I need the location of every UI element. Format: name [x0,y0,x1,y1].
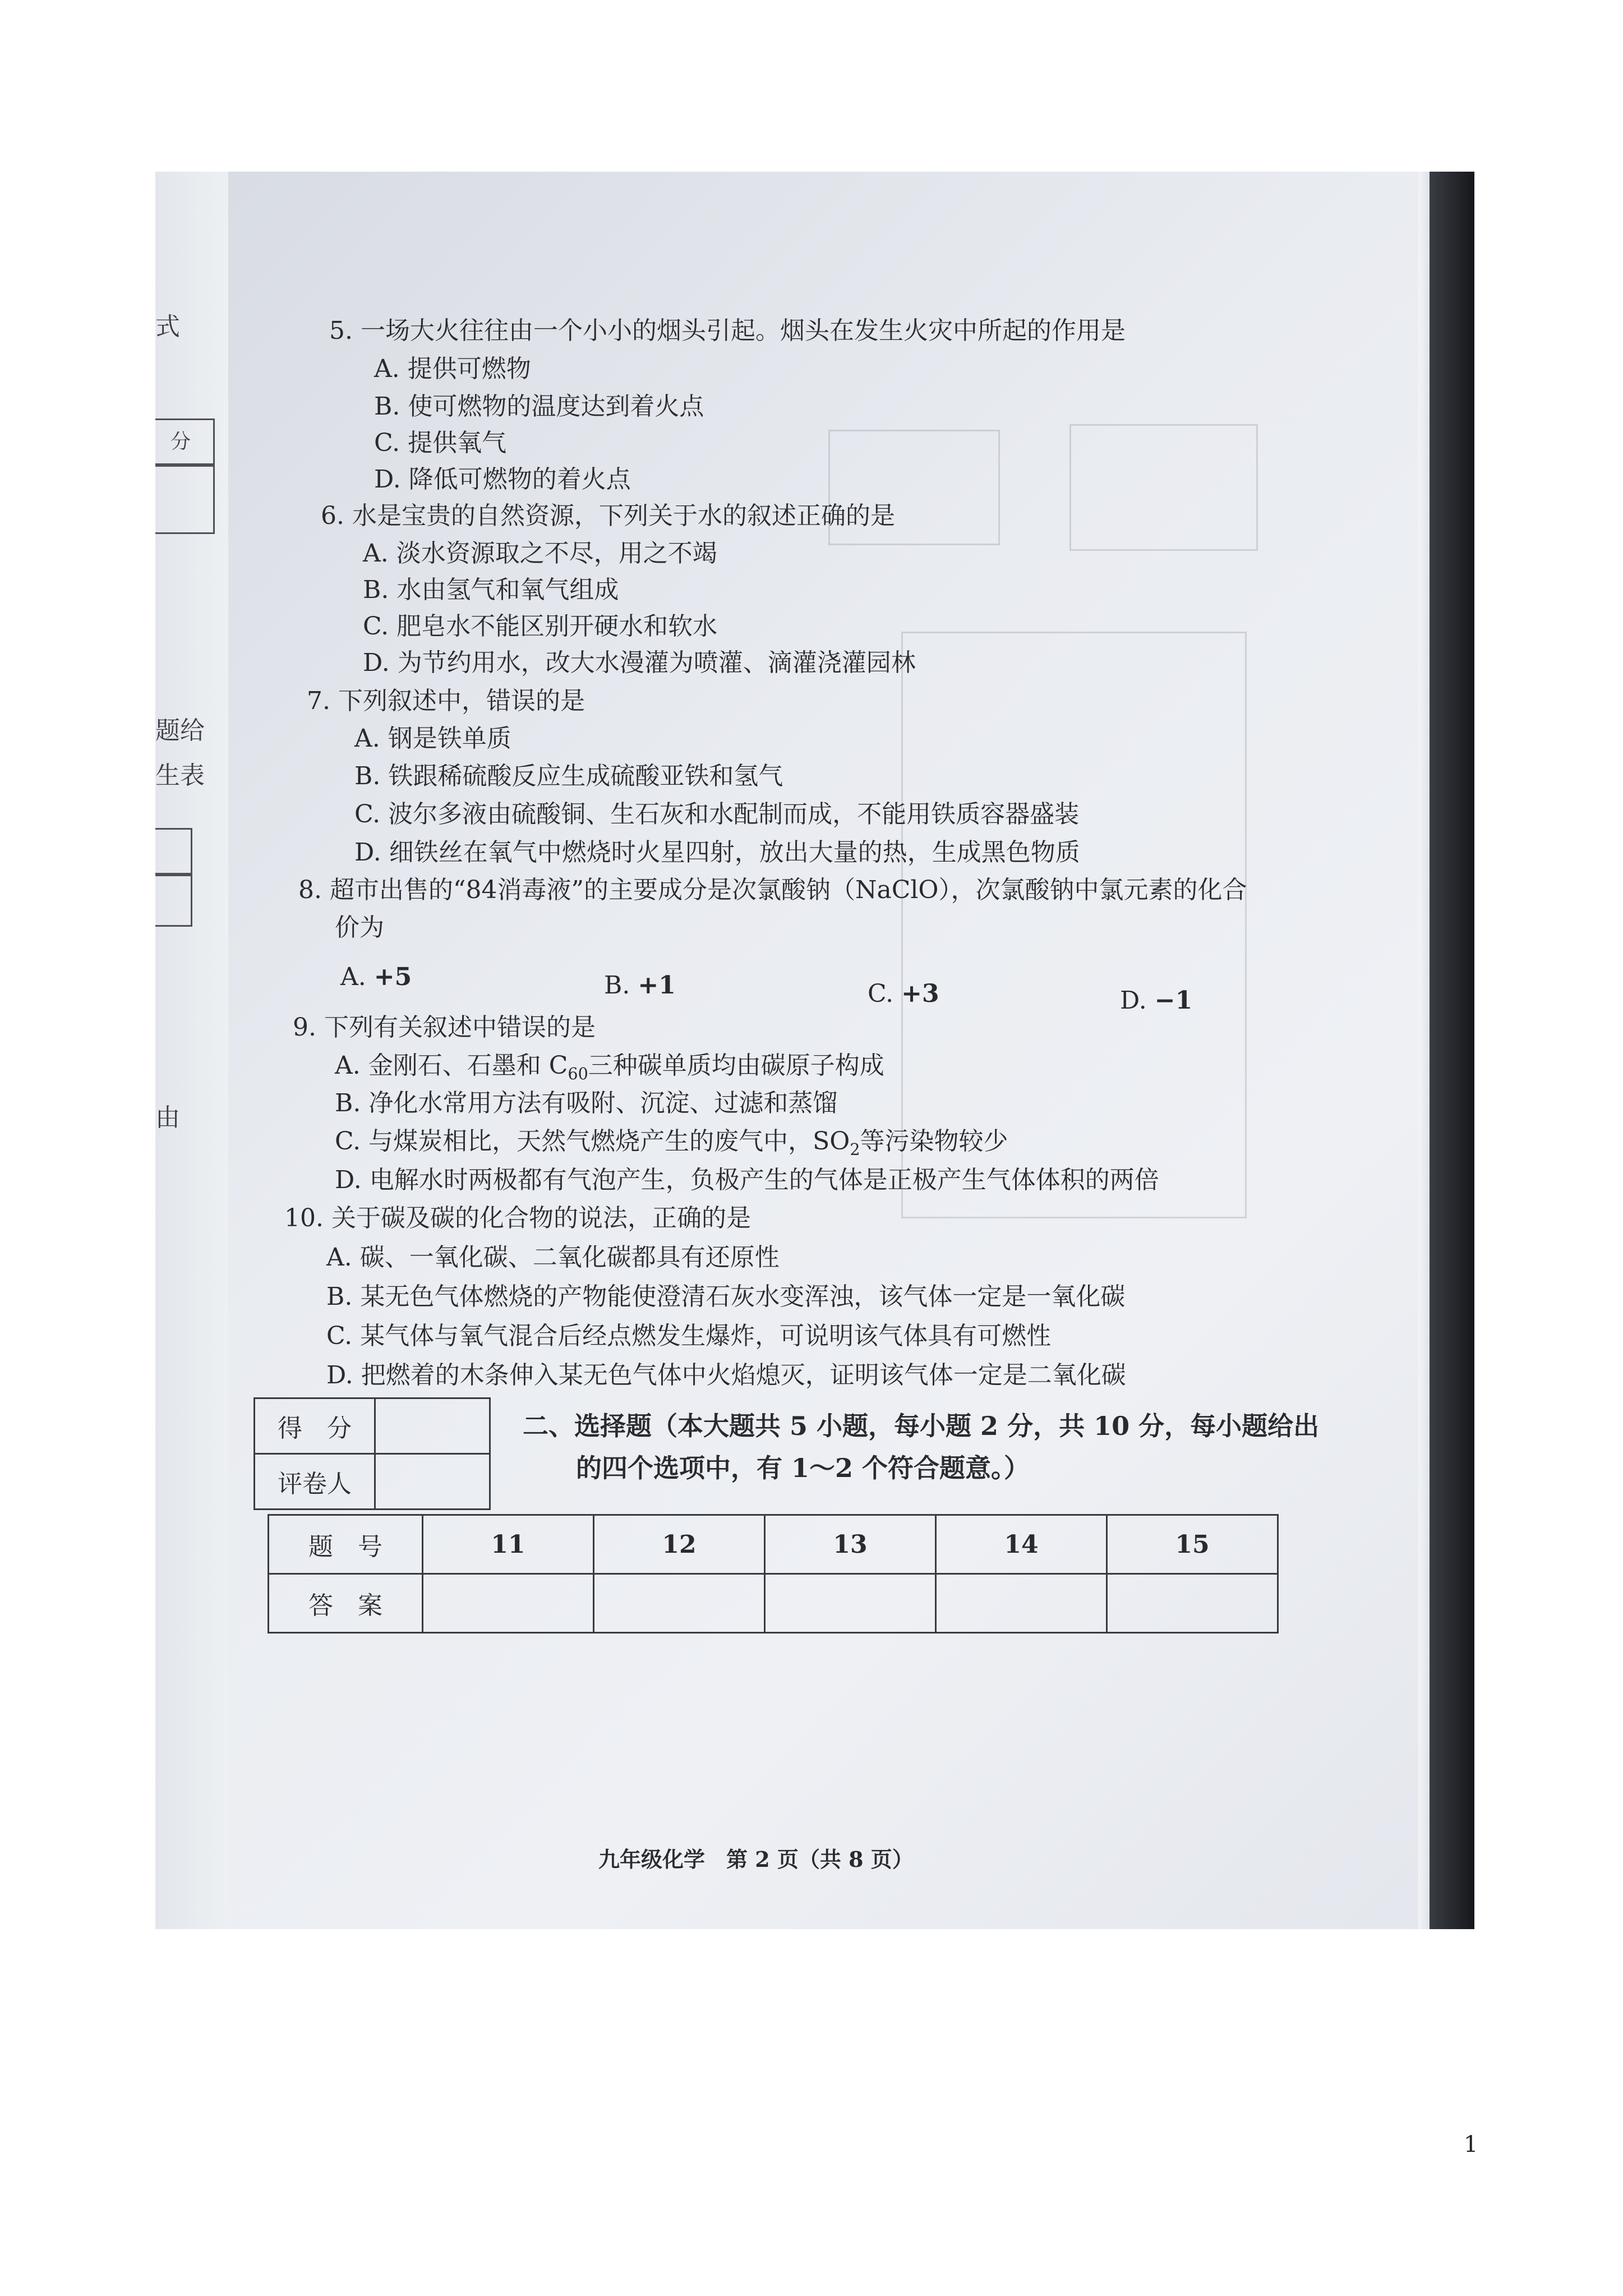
left-page-box [155,828,192,876]
option-9d: D. 电解水时两极都有气泡产生，负极产生的气体是正极产生气体体积的两倍 [335,1166,1159,1194]
question-6: 6. 水是宝贵的自然资源，下列关于水的叙述正确的是 [321,501,895,530]
option-5b: B. 使可燃物的温度达到着火点 [374,392,704,421]
question-5: 5. 一场大火往往由一个小小的烟头引起。烟头在发生火灾中所起的作用是 [329,316,1126,345]
table-row [269,1515,1278,1574]
option-10c: C. 某气体与氧气混合后经点燃发生爆炸，可说明该气体具有可燃性 [326,1322,1052,1350]
question-number-cell: 15 [1107,1515,1278,1574]
option-9b: B. 净化水常用方法有吸附、沉淀、过滤和蒸馏 [335,1089,838,1117]
left-page-edge [155,172,228,1929]
option-5d: D. 降低可燃物的着火点 [374,465,631,494]
answer-cell[interactable] [1107,1574,1278,1633]
option-6c: C. 肥皂水不能区别开硬水和软水 [363,612,718,641]
answer-cell[interactable] [936,1574,1107,1633]
score-box [253,1397,491,1510]
left-page-char: 生表 [155,761,205,790]
table-row [269,1574,1278,1633]
question-number-cell: 13 [765,1515,936,1574]
option-7a: A. 钢是铁单质 [354,724,511,753]
answer-label: 答 案 [269,1574,423,1633]
section-2-heading: 二、选择题（本大题共 5 小题，每小题 2 分，共 10 分，每小题给出 [523,1411,1320,1441]
option-7c: C. 波尔多液由硫酸铜、生石灰和水配制而成，不能用铁质容器盛装 [354,800,1080,829]
left-page-char: 式 [155,312,180,341]
option-7d: D. 细铁丝在氧气中燃烧时火星四射，放出大量的热，生成黑色物质 [354,838,1080,867]
question-8-cont: 价为 [335,913,384,942]
score-label: 得 分 [255,1398,375,1454]
show-through-diagram [1069,424,1258,551]
option-10d: D. 把燃着的木条伸入某无色气体中火焰熄灭，证明该气体一定是二氧化碳 [326,1361,1126,1389]
option-8c: C. +3 [868,979,939,1008]
left-page-char: 由 [155,1103,180,1132]
question-8: 8. 超市出售的“84消毒液”的主要成分是次氯酸钠（NaClO），次氯酸钠中氯元素的化合 [298,876,1247,904]
option-9c: C. 与煤炭相比，天然气燃烧产生的废气中，$SO_2$等污染物较少 [335,1127,1008,1159]
dark-background [1430,172,1474,1929]
option-8b: B. +1 [604,971,676,1000]
option-6d: D. 为节约用水，改大水漫灌为喷灌、滴灌浇灌园林 [363,648,916,677]
option-7b: B. 铁跟稀硫酸反应生成硫酸亚铁和氢气 [354,762,783,790]
left-page-char: 分 [170,430,191,453]
score-cell[interactable] [375,1398,490,1454]
answer-table [268,1514,1279,1634]
header-label: 题 号 [269,1515,423,1574]
left-page-box [155,418,215,467]
question-10: 10. 关于碳及碳的化合物的说法，正确的是 [284,1204,751,1232]
left-page-char: 题给 [155,716,205,745]
exam-photo [155,172,1474,1929]
grader-cell[interactable] [375,1454,490,1510]
paper-edge [1418,172,1430,1929]
option-10b: B. 某无色气体燃烧的产物能使澄清石灰水变浑浊，该气体一定是一氧化碳 [326,1282,1126,1311]
question-9: 9. 下列有关叙述中错误的是 [293,1013,596,1042]
answer-cell[interactable] [765,1574,936,1633]
page-number: 1 [1464,2132,1478,2157]
question-number-cell: 12 [594,1515,765,1574]
option-8d: D. −1 [1120,986,1193,1015]
question-number-cell: 11 [423,1515,594,1574]
answer-cell[interactable] [423,1574,594,1633]
option-9a: A. 金刚石、石墨和 $C_{60}$三种碳单质均由碳原子构成 [335,1051,884,1083]
option-6b: B. 水由氢气和氧气组成 [363,576,619,604]
option-5a: A. 提供可燃物 [374,355,531,383]
answer-cell[interactable] [594,1574,765,1633]
option-10a: A. 碳、一氧化碳、二氧化碳都具有还原性 [326,1243,780,1272]
section-2-heading-cont: 的四个选项中，有 1～2 个符合题意。） [576,1453,1030,1483]
question-number-cell: 14 [936,1515,1107,1574]
option-8a: A. +5 [340,963,412,991]
page-footer: 九年级化学 第 2 页（共 8 页） [598,1847,914,1872]
option-6a: A. 淡水资源取之不尽，用之不竭 [363,539,717,568]
option-5c: C. 提供氧气 [374,429,507,457]
question-7: 7. 下列叙述中，错误的是 [307,687,585,715]
left-page-box [155,463,215,534]
left-page-box [155,873,192,927]
grader-label: 评卷人 [255,1454,375,1510]
